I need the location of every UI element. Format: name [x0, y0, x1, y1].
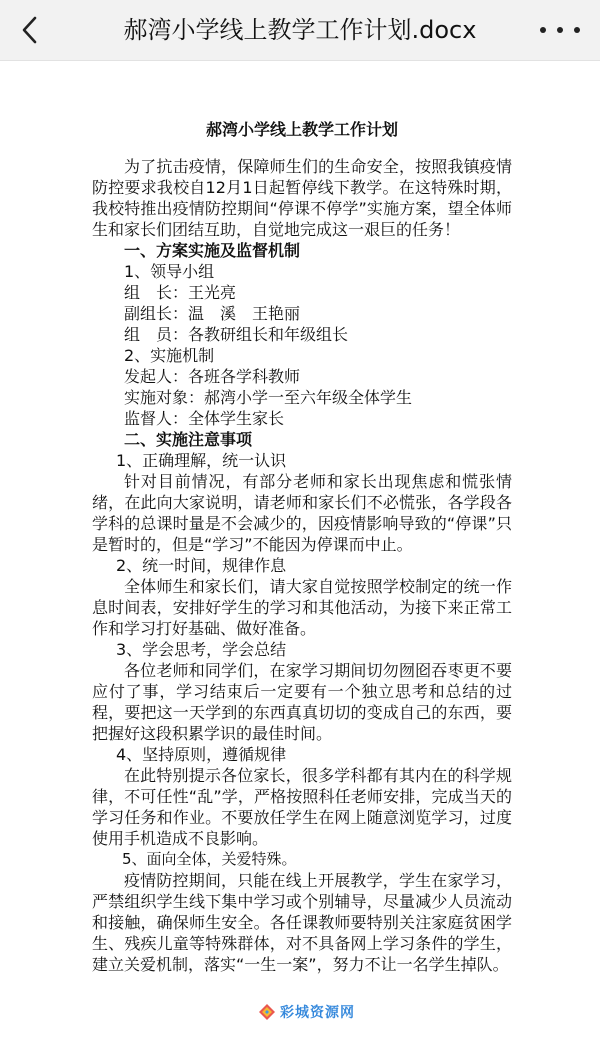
leader-line: 组 长：王光亮 — [124, 283, 237, 302]
watermark-text: 彩城资源网 — [280, 1005, 355, 1021]
section-heading: 一、方案实施及监督机制 — [124, 241, 301, 260]
subsection-title: 1、领导小组 — [124, 262, 215, 281]
chevron-left-icon — [20, 15, 40, 45]
subsection-title: 2、实施机制 — [124, 346, 215, 365]
initiator-line: 发起人：各班各学科教师 — [124, 367, 301, 386]
supervisor-line: 监督人：全体学生家长 — [124, 409, 285, 428]
back-button[interactable] — [14, 14, 46, 46]
item-paragraph: 针对目前情况，有部分老师和家长出现焦虑和慌张情绪，在此向大家说明，请老师和家长们不必慌张，各学段各学科的总课时量是不会减少的，因疫情影响导致的“停课”只是暂时的，但是“学习”不能因为停课而中止。 — [92, 472, 512, 554]
item-title: 3、学会思考，学会总结 — [116, 640, 287, 659]
more-options-icon[interactable] — [540, 16, 580, 44]
item-paragraph: 全体师生和家长们，请大家自觉按照学校制定的统一作息时间表，安排好学生的学习和其他活动，为接下来正常工作和学习打好基础、做好准备。 — [92, 577, 512, 638]
document-view[interactable] — [92, 60, 512, 1050]
intro-paragraph: 为了抗击疫情，保障师生们的生命安全，按照我镇疫情防控要求我校自12月1日起暂停线下教学。在这特殊时期，我校特推出疫情防控期间“停课不停学”实施方案，望全体师生和家长们团结互助，自觉地完成这一艰巨的任务！ — [92, 157, 512, 239]
watermark — [258, 1001, 355, 1023]
watermark-logo-icon — [258, 1003, 276, 1021]
item-title: 1、正确理解，统一认识 — [116, 451, 287, 470]
vice-leader-line: 副组长：温 溪 王艳丽 — [124, 304, 301, 323]
document-title: 郝湾小学线上教学工作计划 — [205, 120, 398, 139]
file-title: 郝湾小学线上教学工作计划.docx — [123, 16, 477, 44]
item-paragraph: 疫情防控期间，只能在线上开展教学，学生在家学习，严禁组织学生线下集中学习或个别辅导，尽量减少人员流动和接触，确保师生安全。各任课教师要特别关注家庭贫困学生、残疾儿童等特殊群体，对不具备网上学习条件的学生，建立关爱机制，落实“一生一案”，努力不让一名学生掉队。 — [92, 871, 512, 974]
document-body — [92, 156, 512, 975]
top-bar — [0, 0, 600, 61]
members-line: 组 员：各教研组长和年级组长 — [124, 325, 349, 344]
item-paragraph: 在此特别提示各位家长，很多学科都有其内在的科学规律，不可任性“乱”学，严格按照科任老师安排，完成当天的学习任务和作业。不要放任学生在网上随意浏览学习，过度使用手机造成不良影响。 — [92, 766, 512, 848]
section-heading: 二、实施注意事项 — [124, 430, 253, 449]
item-paragraph: 各位老师和同学们，在家学习期间切勿囫囵吞枣更不要应付了事，学习结束后一定要有一个独立思考和总结的过程，要把这一天学到的东西真真切切的变成自己的东西，要把握好这段积累学识的最佳时间。 — [92, 661, 512, 743]
item-title: 5、面向全体，关爱特殊。 — [122, 850, 297, 868]
item-title: 2、统一时间，规律作息 — [116, 556, 287, 575]
target-line: 实施对象：郝湾小学一至六年级全体学生 — [124, 388, 413, 407]
item-title: 4、坚持原则，遵循规律 — [116, 745, 287, 764]
